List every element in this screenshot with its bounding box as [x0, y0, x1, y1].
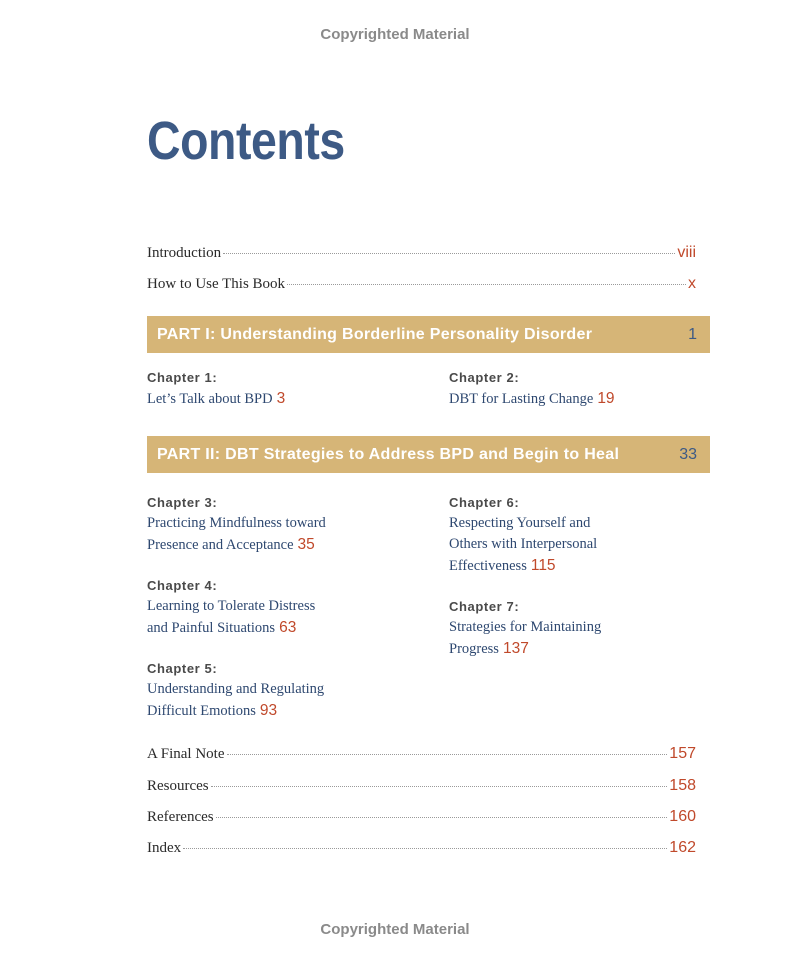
toc-entry-label: Introduction [147, 245, 222, 261]
toc-entry-index[interactable] [147, 839, 696, 857]
toc-entry-page: viii [677, 244, 696, 261]
chapter-3-entry[interactable] [147, 493, 407, 556]
chapter-page: 35 [297, 536, 315, 553]
chapter-title: Respecting Yourself and Others with Interpersonal Effectiveness 115 [449, 515, 598, 574]
chapter-number: Chapter 3: [147, 495, 218, 510]
chapter-number: Chapter 6: [449, 495, 520, 510]
toc-entry-resources[interactable] [147, 777, 696, 795]
toc-entry-final-note[interactable] [147, 745, 696, 763]
part-2-band[interactable] [147, 436, 710, 473]
footer-copyright: Copyrighted Material [320, 921, 470, 938]
header-copyright: Copyrighted Material [320, 26, 470, 43]
part-page: 33 [679, 445, 697, 463]
toc-entry-page: 158 [669, 777, 696, 794]
toc-entry-label: A Final Note [147, 746, 225, 762]
toc-entry-label: How to Use This Book [147, 276, 286, 292]
chapter-page: 93 [259, 702, 278, 719]
part-title: PART II: DBT Strategies to Address BPD and Begin to Heal [157, 445, 620, 463]
chapter-number: Chapter 4: [147, 578, 218, 593]
toc-entry-label: Index [147, 840, 182, 856]
chapter-number: Chapter 7: [449, 599, 520, 614]
toc-entry-introduction[interactable] [147, 244, 696, 262]
chapter-page: 19 [597, 390, 615, 407]
chapter-6-entry[interactable] [449, 493, 709, 577]
chapter-5-entry[interactable] [147, 659, 407, 722]
chapter-page: 115 [530, 557, 556, 574]
part-title: PART I: Understanding Borderline Personality Disorder [157, 325, 593, 343]
chapter-1-entry[interactable] [147, 368, 407, 410]
chapter-title: Let’s Talk about BPD 3 [147, 390, 286, 407]
chapter-number: Chapter 2: [449, 370, 520, 385]
dot-leader [227, 754, 668, 755]
chapter-4-entry[interactable] [147, 576, 407, 639]
chapter-page: 137 [502, 640, 529, 657]
chapter-title: Practicing Mindfulness toward Presence and Acceptance 35 [147, 515, 326, 553]
dot-leader [211, 786, 668, 787]
toc-entry-how-to-use[interactable] [147, 275, 696, 293]
toc-entry-references[interactable] [147, 808, 696, 826]
chapter-title: Strategies for Maintaining Progress 137 [449, 619, 602, 657]
page-title: Contents [147, 111, 345, 171]
toc-entry-label: References [147, 809, 214, 825]
dot-leader [287, 284, 686, 285]
chapter-2-entry[interactable] [449, 368, 709, 410]
toc-entry-page: 160 [669, 808, 696, 825]
chapter-page: 3 [276, 390, 286, 407]
dot-leader [183, 848, 667, 849]
chapter-title: Learning to Tolerate Distress and Painful Situations 63 [147, 598, 316, 636]
chapter-page: 63 [279, 619, 297, 636]
toc-entry-label: Resources [147, 778, 209, 794]
dot-leader [223, 253, 675, 254]
toc-entry-page: 162 [669, 839, 696, 856]
toc-entry-page: x [688, 275, 696, 292]
chapter-7-entry[interactable] [449, 597, 709, 660]
part-page: 1 [688, 325, 697, 343]
chapter-title: Understanding and Regulating Difficult Emotions 93 [147, 681, 325, 719]
chapter-number: Chapter 1: [147, 370, 218, 385]
part-1-band[interactable] [147, 316, 710, 353]
chapter-title: DBT for Lasting Change 19 [449, 390, 615, 407]
dot-leader [216, 817, 668, 818]
toc-entry-page: 157 [669, 745, 696, 762]
chapter-number: Chapter 5: [147, 661, 218, 676]
